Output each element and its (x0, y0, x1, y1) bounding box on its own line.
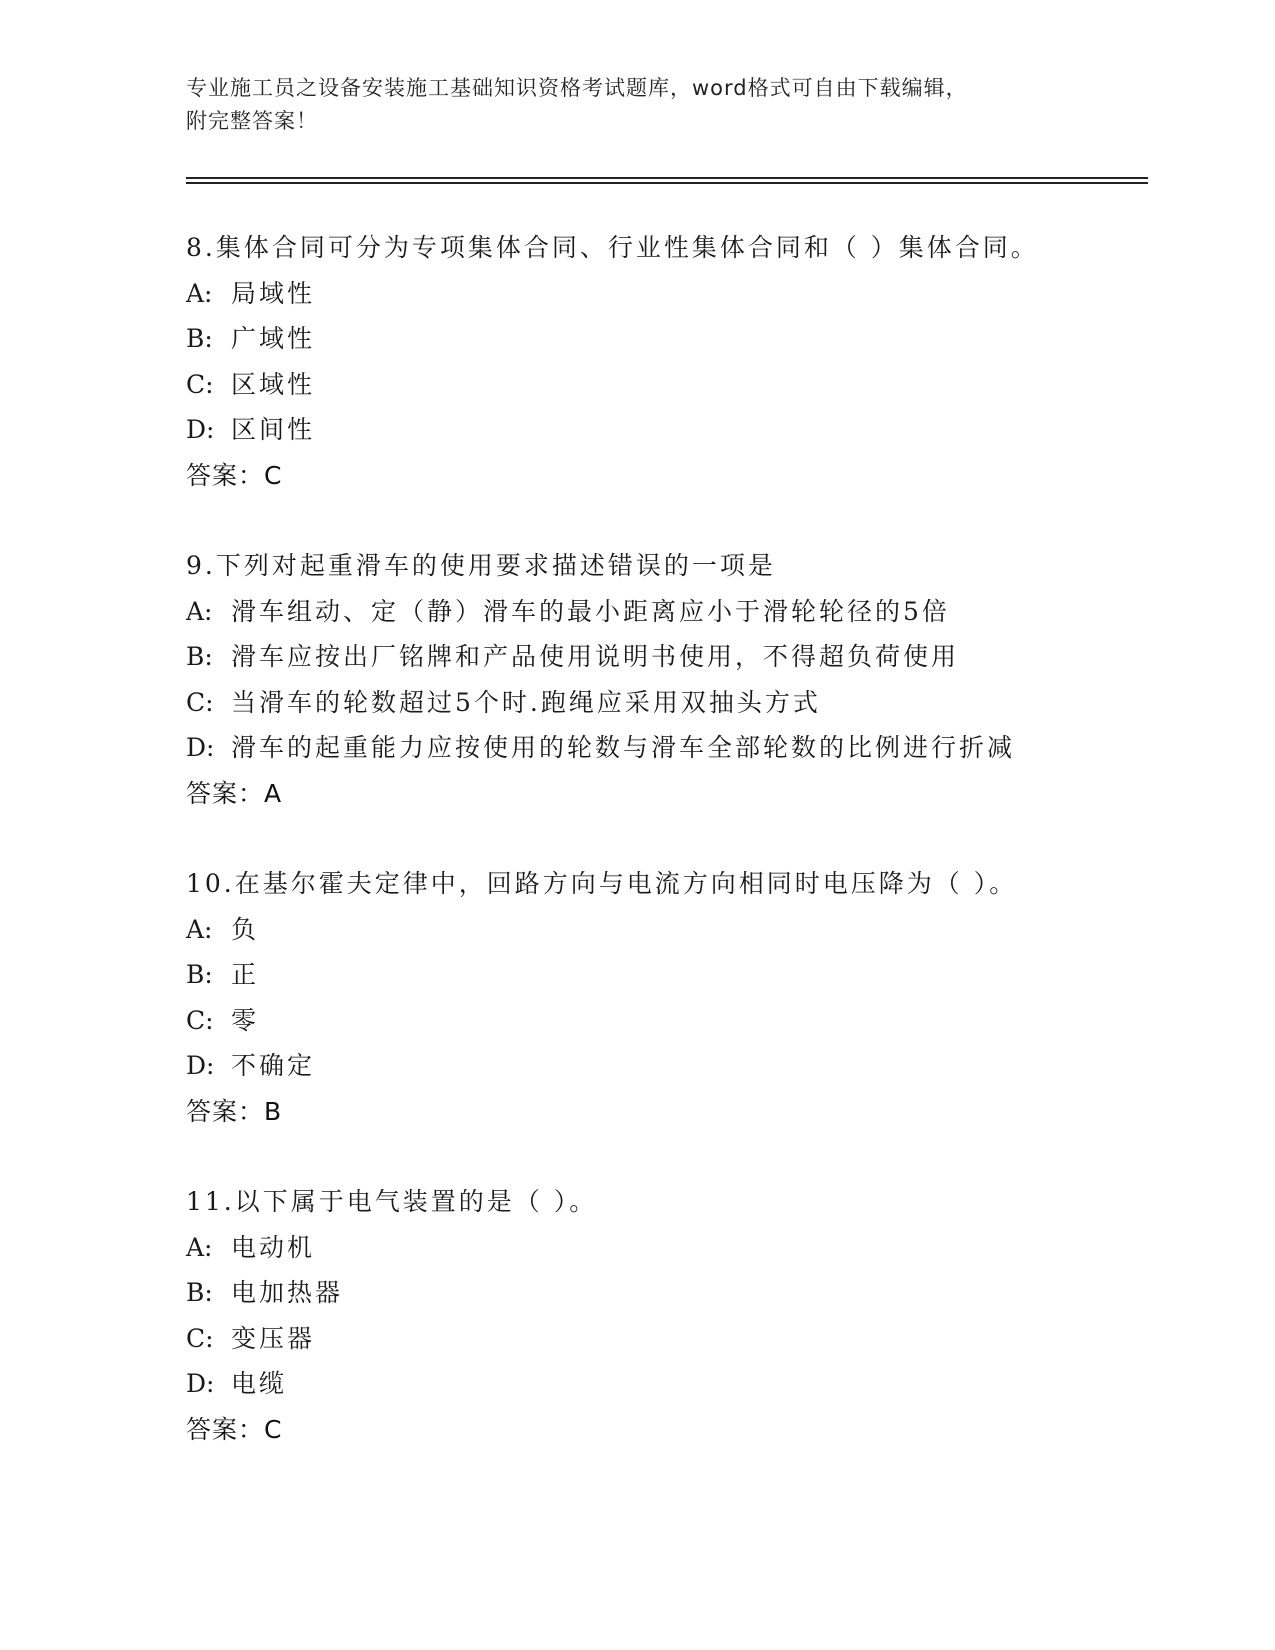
question-stem: 9.下列对起重滑车的使用要求描述错误的一项是 (186, 551, 776, 580)
option-letter: C: (186, 1323, 214, 1353)
option-text: 区间性 (231, 415, 316, 444)
option-a (186, 271, 1186, 317)
option-a (186, 589, 1186, 635)
option-text: 变压器 (231, 1323, 316, 1353)
option-d (186, 407, 1186, 453)
option-letter: B: (186, 324, 213, 353)
option-b (186, 1270, 1186, 1316)
question-stem: 11.以下属于电气装置的是（ ）。 (186, 1187, 598, 1216)
option-c (186, 1316, 1186, 1362)
option-c (186, 362, 1186, 408)
option-text: 电加热器 (231, 1278, 344, 1307)
question-8 (186, 225, 1186, 498)
option-text: 滑车组动、定（静）滑车的最小距离应小于滑轮轮径的5倍 (231, 596, 950, 626)
question-stem: 10.在基尔霍夫定律中，回路方向与电流方向相同时电压降为（ ）。 (186, 869, 1018, 898)
option-d (186, 1361, 1186, 1407)
option-a (186, 907, 1186, 953)
option-b (186, 316, 1186, 362)
option-text: 当滑车的轮数超过5个时.跑绳应采用双抽头方式 (231, 687, 821, 717)
option-text: 局域性 (231, 278, 316, 308)
option-text: 零 (231, 1005, 260, 1035)
question-10 (186, 861, 1186, 1134)
header-line-1: 专业施工员之设备安装施工基础知识资格考试题库，word格式可自由下载编辑， (186, 76, 968, 100)
option-letter: D: (186, 1369, 215, 1398)
option-text: 电缆 (231, 1369, 288, 1398)
option-letter: A: (186, 1232, 213, 1262)
option-letter: A: (186, 278, 213, 308)
option-text: 电动机 (231, 1232, 316, 1262)
answer-label: 答案：C (186, 460, 283, 490)
option-letter: B: (186, 960, 213, 989)
option-text: 滑车应按出厂铭牌和产品使用说明书使用，不得超负荷使用 (231, 642, 960, 671)
option-letter: D: (186, 415, 215, 444)
option-letter: C: (186, 687, 214, 717)
option-letter: D: (186, 733, 215, 762)
option-d (186, 1043, 1186, 1089)
option-letter: C: (186, 1005, 214, 1035)
option-text: 广域性 (231, 324, 316, 353)
option-b (186, 634, 1186, 680)
option-c (186, 680, 1186, 726)
question-stem: 8.集体合同可分为专项集体合同、行业性集体合同和（ ）集体合同。 (186, 233, 1039, 262)
answer-label: 答案：B (186, 1096, 283, 1126)
option-letter: A: (186, 914, 213, 944)
option-text: 区域性 (231, 369, 316, 399)
document-header (186, 72, 1086, 138)
option-d (186, 725, 1186, 771)
header-divider-bottom (186, 182, 1148, 184)
header-line-2: 附完整答案！ (186, 109, 318, 133)
question-11 (186, 1179, 1186, 1452)
option-text: 正 (231, 960, 260, 989)
option-text: 不确定 (231, 1051, 316, 1080)
header-divider-top (186, 177, 1148, 179)
option-letter: D: (186, 1051, 215, 1080)
option-b (186, 952, 1186, 998)
option-text: 负 (231, 914, 260, 944)
option-text: 滑车的起重能力应按使用的轮数与滑车全部轮数的比例进行折减 (231, 733, 1016, 762)
option-letter: B: (186, 1278, 213, 1307)
option-letter: C: (186, 369, 214, 399)
question-9 (186, 543, 1186, 816)
option-letter: A: (186, 596, 213, 626)
option-letter: B: (186, 642, 213, 671)
option-c (186, 998, 1186, 1044)
answer-label: 答案：C (186, 1414, 283, 1444)
option-a (186, 1225, 1186, 1271)
answer-label: 答案：A (186, 778, 283, 808)
